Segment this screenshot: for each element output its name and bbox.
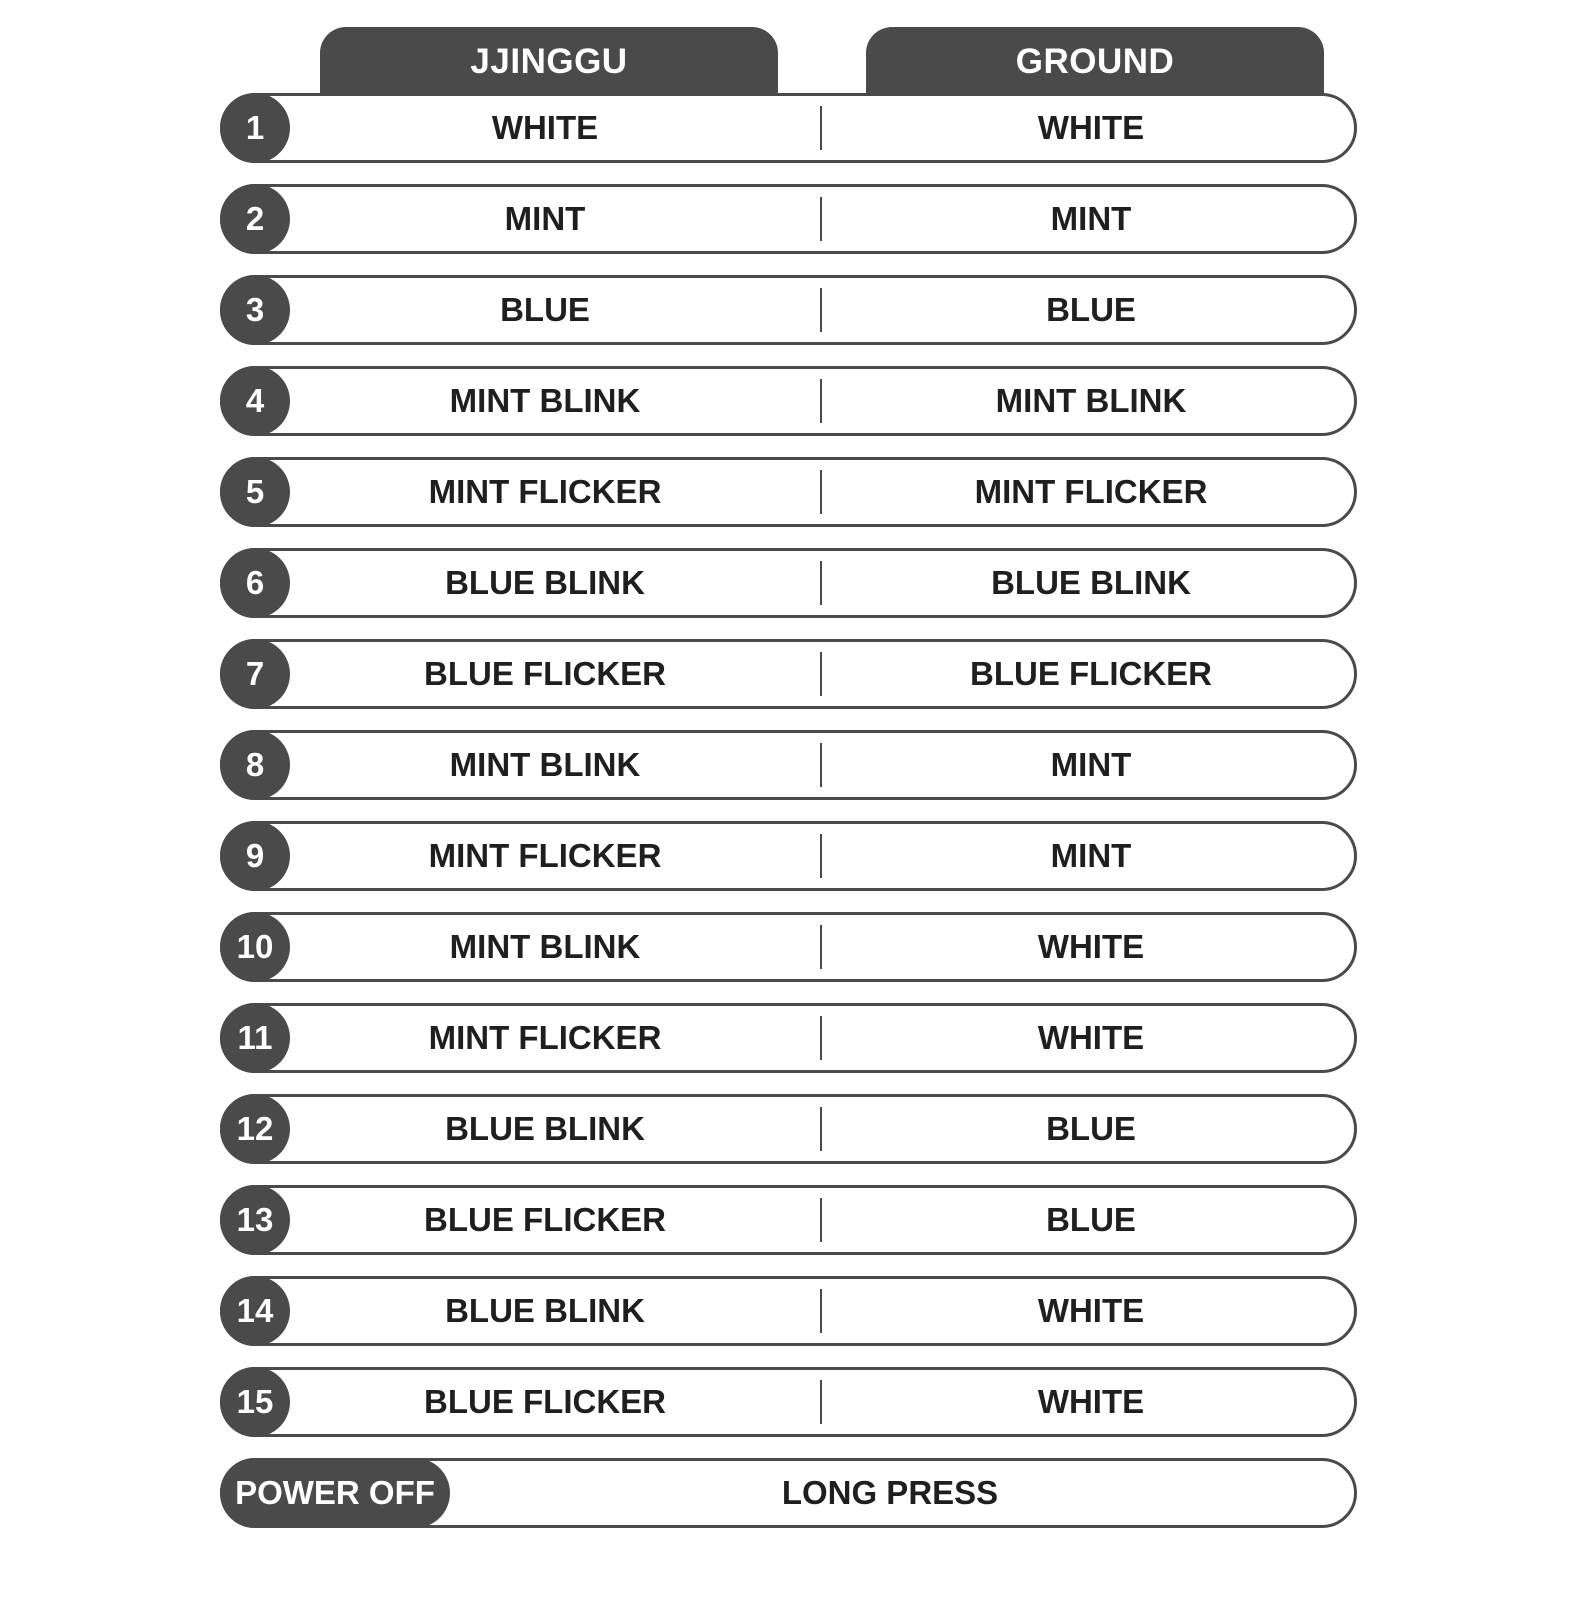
jjinggu-cell: BLUE BLINK [445,564,645,601]
table-row [220,639,1357,709]
column-divider [820,288,822,332]
mode-number-badge: 5 [220,457,290,527]
jjinggu-cell: BLUE BLINK [445,1110,645,1147]
table-row [220,366,1357,436]
mode-number-badge: 10 [220,912,290,982]
ground-cell: BLUE [1046,1110,1136,1147]
jjinggu-cell: MINT BLINK [449,928,641,965]
jjinggu-cell: WHITE [491,109,599,146]
jjinggu-cell: BLUE FLICKER [424,655,666,692]
jjinggu-cell: MINT FLICKER [428,473,662,510]
ground-cell: WHITE [1037,928,1145,965]
ground-cell: MINT FLICKER [974,473,1208,510]
ground-cell: BLUE BLINK [991,564,1191,601]
ground-cell: WHITE [1037,1383,1145,1420]
table-row [220,1094,1357,1164]
ground-cell: MINT [1050,837,1132,874]
table-row [220,275,1357,345]
table-row [220,730,1357,800]
mode-number-badge: 8 [220,730,290,800]
mode-number-badge: 11 [220,1003,290,1073]
ground-cell: WHITE [1037,1019,1145,1056]
column-divider [820,197,822,241]
mode-number-badge: 3 [220,275,290,345]
column-divider [820,743,822,787]
jjinggu-cell: MINT FLICKER [428,837,662,874]
ground-cell: WHITE [1037,109,1145,146]
column-header-jjinggu: JJINGGU [320,27,778,97]
ground-cell: MINT [1050,746,1132,783]
mode-number-badge: 14 [220,1276,290,1346]
table-row [220,821,1357,891]
ground-cell: MINT BLINK [995,382,1187,419]
jjinggu-cell: MINT BLINK [449,746,641,783]
mode-number-badge: 1 [220,93,290,163]
column-divider [820,561,822,605]
jjinggu-cell: BLUE FLICKER [424,1383,666,1420]
ground-cell: MINT [1050,200,1132,237]
power-off-label: POWER OFF [220,1458,450,1528]
mode-number-badge: 6 [220,548,290,618]
column-divider [820,1198,822,1242]
column-divider [820,1289,822,1333]
column-divider [820,379,822,423]
table-row [220,548,1357,618]
column-divider [820,470,822,514]
table-row [220,1185,1357,1255]
table-row [220,457,1357,527]
jjinggu-cell: MINT BLINK [449,382,641,419]
column-divider [820,1016,822,1060]
column-header-ground: GROUND [866,27,1324,97]
jjinggu-cell: BLUE [500,291,590,328]
column-divider [820,925,822,969]
table-row [220,1003,1357,1073]
mode-number-badge: 7 [220,639,290,709]
mode-number-badge: 15 [220,1367,290,1437]
jjinggu-cell: BLUE BLINK [445,1292,645,1329]
jjinggu-cell: BLUE FLICKER [424,1201,666,1238]
jjinggu-cell: MINT [504,200,586,237]
ground-cell: BLUE [1046,1201,1136,1238]
column-divider [820,1380,822,1424]
jjinggu-cell: MINT FLICKER [428,1019,662,1056]
table-row [220,1367,1357,1437]
power-off-action: LONG PRESS [781,1474,999,1511]
ground-cell: BLUE [1046,291,1136,328]
table-row [220,184,1357,254]
mode-number-badge: 12 [220,1094,290,1164]
power-off-row [220,1458,1357,1528]
column-divider [820,652,822,696]
column-divider [820,834,822,878]
mode-number-badge: 13 [220,1185,290,1255]
mode-number-badge: 2 [220,184,290,254]
column-divider [820,1107,822,1151]
ground-cell: WHITE [1037,1292,1145,1329]
mode-number-badge: 4 [220,366,290,436]
mode-number-badge: 9 [220,821,290,891]
table-row [220,912,1357,982]
column-divider [820,106,822,150]
table-row [220,1276,1357,1346]
ground-cell: BLUE FLICKER [970,655,1212,692]
table-row [220,93,1357,163]
